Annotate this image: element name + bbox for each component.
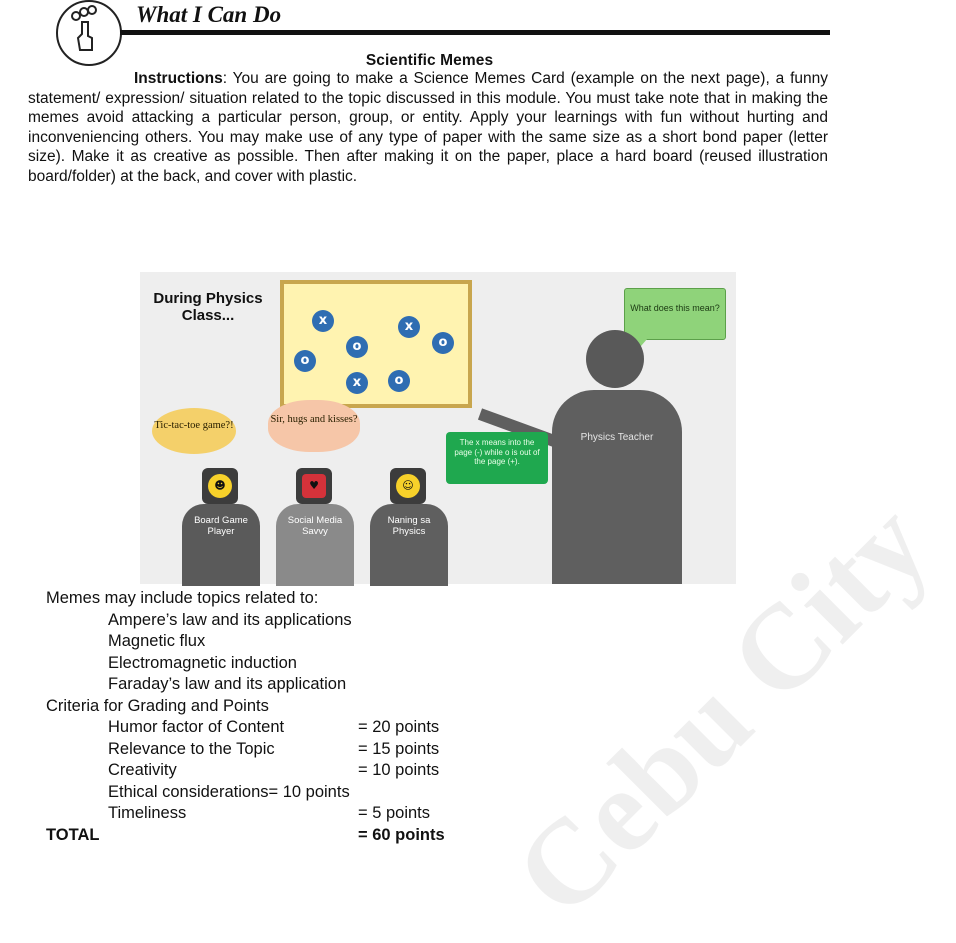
criterion-name: Relevance to the Topic [108,739,275,758]
board-symbol-o: o [346,336,368,358]
board-symbol-x: x [398,316,420,338]
student-label: Board Game Player [194,515,248,537]
criterion-points: = 15 points [358,739,440,758]
total-points: = 60 points [358,825,445,844]
instructions-text: : You are going to make a Science Memes Card (example on the next page), a funny statement/ expression/ situation related to the topic discussed in this module. You must take note that in making the memes avoid attacking a particular person, group, or entity. Apply your learnings with fun without hurting and inconveniencing others. You may make use of any type of paper with the same size as a short bond paper (letter size). Make it as creative as possible. Then after making it on the paper, place a hard board (reused illustration board/folder) at the back, and cover with plastic. [28,70,828,185]
teacher-body [552,390,682,584]
grinning-face-icon: ☻ [208,474,232,498]
board-symbol-o: o [294,350,316,372]
student-label: Social Media Savvy [287,515,343,537]
student-head [296,468,332,504]
heart-face-icon: ♥ [302,474,326,498]
explanation-note: The x means into the page (-) while o is out of the page (+). [446,432,548,484]
criterion-row [46,760,440,782]
instructions-label: Instructions [134,70,223,87]
topics-intro: Memes may include topics related to: [46,589,319,607]
illustration-caption: During Physics Class... [153,290,263,324]
topic-item: Magnetic flux [108,632,206,650]
criteria-heading: Criteria for Grading and Points [46,696,269,715]
criterion-points: = 10 points [358,761,440,779]
student-head [390,468,426,504]
student-label: Naning sa Physics [387,515,431,537]
criterion-ethical: Ethical considerations= 10 points [108,782,350,801]
topic-item: Ampere’s law and its applications [108,610,352,629]
criterion-row [46,803,431,825]
criterion-row [46,717,440,739]
instructions-paragraph [28,69,828,186]
criterion-points: = 5 points [358,804,431,822]
board-symbol-x: x [312,310,334,332]
total-label: TOTAL [46,825,100,844]
criterion-name: Creativity [108,761,177,779]
confused-face-icon: ☺ [396,474,420,498]
student-head [202,468,238,504]
criterion-row [46,739,440,761]
criterion-name: Humor factor of Content [108,718,285,736]
student-bubble-tic-tac-toe: Tic-tac-toe game?! [152,408,236,454]
total-row [46,825,445,847]
topic-item: Faraday’s law and its application [108,675,347,693]
watermark: Cebu City [489,476,954,941]
page-title: What I Can Do [136,2,282,27]
board-symbol-o: o [432,332,454,354]
student-bubble-hugs: Sir, hugs and kisses? [268,400,360,452]
teacher-label: Physics Teacher [580,432,654,443]
board-symbol-o: o [388,370,410,392]
criterion-name: Timeliness [108,804,187,822]
meme-illustration [140,272,736,584]
board-symbol-x: x [346,372,368,394]
section-title: Scientific Memes [365,52,494,69]
title-rule [120,30,830,35]
classroom-board [280,280,472,408]
teacher-speech-bubble: What does this mean? [624,288,726,340]
teacher-head [586,330,644,388]
criterion-points: = 20 points [358,718,440,736]
topic-item: Electromagnetic induction [108,653,297,672]
topics-and-criteria [46,588,445,846]
